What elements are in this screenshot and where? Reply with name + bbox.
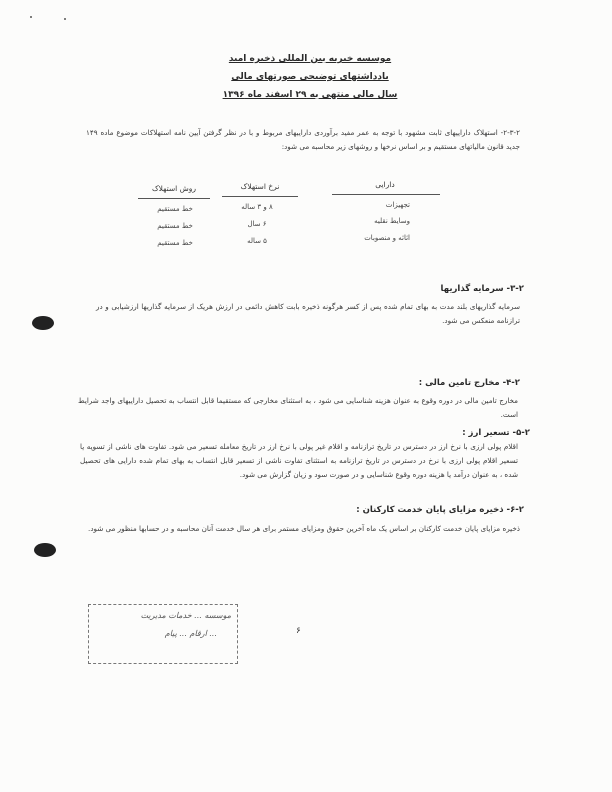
table-cell-rate: ۵ ساله — [247, 237, 267, 245]
table-cell-rate: ۸ و ۳ ساله — [241, 203, 273, 211]
table-header-underline — [332, 194, 440, 195]
section-body-end-of-service: ذخیره مزایای پایان خدمت کارکنان بر اساس یک ماه آخرین حقوق ومزایای مستمر برای هر سال خدمت آنان محاسبه و در حسابها منظور می شود. — [88, 524, 520, 533]
stamp-text-line: موسسه ... خدمات مدیریت — [140, 611, 231, 620]
table-cell-method: خط مستقیم — [157, 205, 193, 213]
section-body-investments: سرمایه گذاریهای بلند مدت به بهای تمام شده پس از کسر هرگونه ذخیره بابت کاهش دائمی در ارزش هریک از سرمایه گذاریها ارزشیابی و در ترازنامه منعکس می شود. — [96, 302, 520, 325]
depreciation-paragraph: ۲-۳-۲- استهلاک داراییهای ثابت مشهود با توجه به عمر مفید برآوردی داراییهای مربوط و با در نظر گرفتن آیین نامه استهلاکات موضوع ماده ۱۴۹ جدید قانون مالیاتهای مستقیم و بر اساس نرخها و روشهای زیر محاسبه می شود: — [86, 128, 520, 151]
section-title-financing-costs: ۴-۲- مخارج تامین مالی : — [418, 378, 520, 388]
scan-speck — [30, 16, 32, 18]
binder-hole — [34, 543, 56, 557]
header-line-3: سال مالی منتهی به ۲۹ اسفند ماه ۱۳۹۶ — [222, 90, 398, 100]
binder-hole — [32, 316, 54, 330]
header-line-1: موسسه خیریه بین المللی ذخیره امید — [228, 54, 392, 64]
table-header-underline — [138, 198, 210, 199]
section-body-financing-costs: مخارج تامین مالی در دوره وقوع به عنوان هزینه شناسایی می شود ، به استثنای مخارجی که مستقیما قابل انتساب به تحصیل داراییهای واجد شرایط است. — [78, 396, 518, 419]
section-title-currency-translation: ۵-۲- تسعیر ارز : — [462, 428, 530, 438]
table-cell-asset: تجهیزات — [385, 201, 410, 209]
table-header-asset: دارایی — [375, 180, 395, 189]
table-cell-asset: وسایط نقلیه — [374, 217, 410, 225]
header-line-2: یادداشتهای توضیحی صورتهای مالی — [231, 72, 389, 82]
table-header-underline — [222, 196, 298, 197]
section-title-investments: ۳-۲- سرمایه گذاریها — [440, 284, 524, 294]
table-cell-rate: ۶ سال — [247, 220, 267, 228]
table-cell-asset: اثاثه و منصوبات — [364, 234, 410, 242]
auditor-stamp — [88, 604, 238, 664]
table-cell-method: خط مستقیم — [157, 239, 193, 247]
stamp-text-line: ... ارقام ... پیام — [164, 629, 217, 638]
page-number: ۶ — [296, 626, 301, 636]
table-header-method: روش استهلاک — [151, 184, 197, 193]
table-header-rate: نرخ استهلاک — [240, 182, 280, 191]
section-title-end-of-service: ۶-۲- ذخیره مزایای پایان خدمت کارکنان : — [356, 505, 524, 515]
section-body-currency-translation: اقلام پولی ارزی با نرخ ارز در دسترس در تاریخ ترازنامه و اقلام غیر پولی با نرخ ارز در تاریخ معامله تسعیر می شود. تفاوت های ناشی از تسویه یا تسعیر اقلام پولی ارزی با نرخ در دسترس در تاریخ ترازنامه به استثنای تفاوت ناشی از تسعیر قابل انتساب به بهای تمام شده دارایی های تحصیل شده ، به عنوان درآمد یا هزینه دوره وقوع شناسایی و در صورت سود و زیان گزارش می شود. — [80, 442, 518, 479]
table-cell-method: خط مستقیم — [157, 222, 193, 230]
scan-speck — [64, 18, 66, 20]
